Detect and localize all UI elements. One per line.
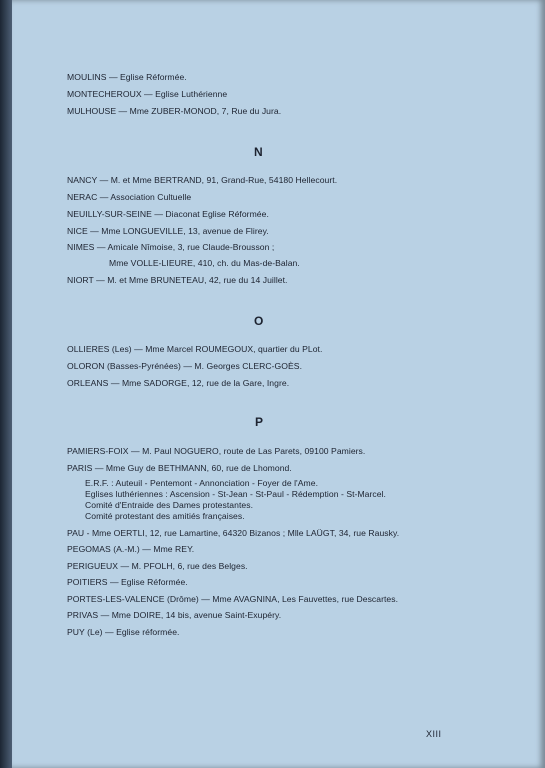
entry-neuilly: NEUILLY-SUR-SEINE — Diaconat Eglise Réformée. xyxy=(67,209,269,219)
entry-paris: PARIS — Mme Guy de BETHMANN, 60, rue de Lhomond. xyxy=(67,463,292,473)
page-number: XIII xyxy=(426,729,442,739)
entry-ollieres: OLLIERES (Les) — Mme Marcel ROUMEGOUX, quartier du PLot. xyxy=(67,344,323,354)
section-letter-p: P xyxy=(255,415,264,429)
entry-perigueux: PERIGUEUX — M. PFOLH, 6, rue des Belges. xyxy=(67,561,248,571)
entry-paris-comite-amities: Comité protestant des amitiés françaises. xyxy=(85,511,245,521)
entry-moulins: MOULINS — Eglise Réformée. xyxy=(67,72,187,82)
document-page xyxy=(12,0,545,768)
entry-pegomas: PEGOMAS (A.-M.) — Mme REY. xyxy=(67,544,195,554)
entry-paris-lutheriennes: Eglises luthériennes : Ascension - St-Jean - St-Paul - Rédemption - St-Marcel. xyxy=(85,489,386,499)
entry-niort: NIORT — M. et Mme BRUNETEAU, 42, rue du 14 Juillet. xyxy=(67,275,288,285)
book-spine-shadow xyxy=(0,0,12,768)
entry-poitiers: POITIERS — Eglise Réformée. xyxy=(67,577,188,587)
entry-nimes-cont: Mme VOLLE-LIEURE, 410, ch. du Mas-de-Balan. xyxy=(109,258,300,268)
entry-orleans: ORLEANS — Mme SADORGE, 12, rue de la Gare, Ingre. xyxy=(67,378,290,388)
entry-nancy: NANCY — M. et Mme BERTRAND, 91, Grand-Rue, 54180 Hellecourt. xyxy=(67,175,338,185)
entry-pamiers: PAMIERS-FOIX — M. Paul NOGUERO, route de Las Parets, 09100 Pamiers. xyxy=(67,446,366,456)
entry-nimes: NIMES — Amicale Nîmoise, 3, rue Claude-Brousson ; xyxy=(67,242,275,252)
entry-montecheroux: MONTECHEROUX — Eglise Luthérienne xyxy=(67,89,228,99)
entry-privas: PRIVAS — Mme DOIRE, 14 bis, avenue Saint-Exupéry. xyxy=(67,610,282,620)
entry-oloron: OLORON (Basses-Pyrénées) — M. Georges CLERC-GOÈS. xyxy=(67,361,303,371)
entry-mulhouse: MULHOUSE — Mme ZUBER-MONOD, 7, Rue du Jura. xyxy=(67,106,282,116)
entry-portes-les-valence: PORTES-LES-VALENCE (Drôme) — Mme AVAGNINA, Les Fauvettes, rue Descartes. xyxy=(67,594,399,604)
entry-nerac: NERAC — Association Cultuelle xyxy=(67,192,192,202)
entry-paris-comite-entraide: Comité d'Entraide des Dames protestantes. xyxy=(85,500,254,510)
section-letter-n: N xyxy=(254,145,263,159)
entry-nice: NICE — Mme LONGUEVILLE, 13, avenue de Flirey. xyxy=(67,226,269,236)
section-letter-o: O xyxy=(254,314,264,328)
entry-paris-erf: E.R.F. : Auteuil - Pentemont - Annonciation - Foyer de l'Ame. xyxy=(85,478,319,488)
entry-pau: PAU - Mme OERTLI, 12, rue Lamartine, 64320 Bizanos ; Mlle LAÜGT, 34, rue Rausky. xyxy=(67,528,400,538)
entry-puy: PUY (Le) — Eglise réformée. xyxy=(67,627,180,637)
